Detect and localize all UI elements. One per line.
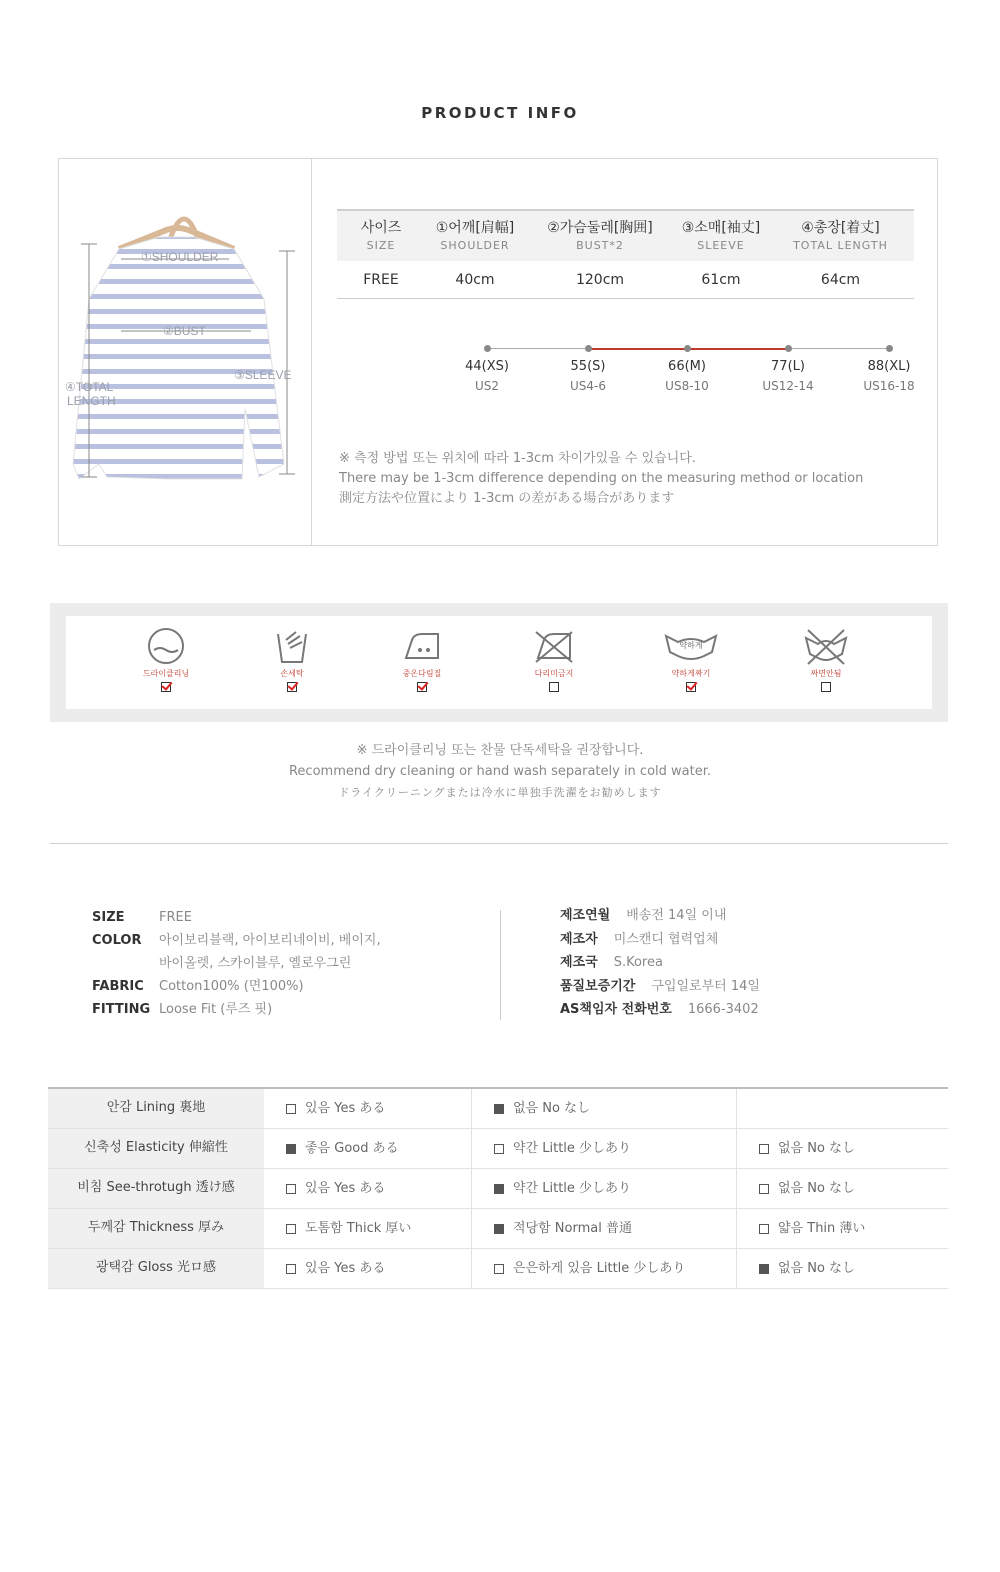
property-option[interactable] (264, 1129, 472, 1168)
measure-note-en: There may be 1-3cm difference depending on the measuring method or location (339, 471, 864, 486)
scale-dot (585, 345, 592, 352)
option-checkbox[interactable] (286, 1144, 296, 1154)
property-label: 안감 Lining 裏地 (48, 1089, 264, 1128)
property-label: 두께감 Thickness 厚み (48, 1209, 264, 1248)
property-row (48, 1249, 948, 1289)
property-option[interactable] (264, 1169, 472, 1208)
shoulder-label: ①SHOULDER (141, 250, 219, 264)
scale-sublabel: US8-10 (665, 379, 709, 393)
care-label: 약하게짜기 (671, 669, 711, 678)
option-checkbox[interactable] (494, 1104, 504, 1114)
option-label: 은은하게 있음 Little 少しあり (513, 1260, 686, 1276)
spec-row-origin: 제조국 S.Korea (560, 955, 663, 970)
measure-note (339, 449, 863, 509)
option-label: 적당함 Normal 普通 (513, 1220, 632, 1236)
property-option[interactable] (737, 1209, 948, 1248)
no-dry-flat-icon (786, 626, 866, 666)
property-option[interactable] (737, 1169, 948, 1208)
scale-dot (886, 345, 893, 352)
option-checkbox[interactable] (494, 1224, 504, 1234)
size-table (337, 209, 914, 299)
option-checkbox[interactable] (494, 1184, 504, 1194)
scale-label: 55(S) (570, 359, 606, 374)
scale-label: 44(XS) (465, 359, 509, 374)
scale-dot (684, 345, 691, 352)
property-row (48, 1129, 948, 1169)
scale-sublabel: US4-6 (570, 379, 606, 393)
care-checkbox[interactable] (287, 682, 297, 692)
size-table-header (337, 209, 914, 261)
header-size: 사이즈 SIZE (360, 220, 402, 252)
option-checkbox[interactable] (286, 1224, 296, 1234)
header-total-length: ④총장[着丈] TOTAL LENGTH (793, 220, 888, 252)
option-label: 있음 Yes ある (305, 1260, 386, 1276)
option-checkbox[interactable] (494, 1144, 504, 1154)
property-option[interactable] (264, 1209, 472, 1248)
panel-divider (311, 159, 312, 545)
option-label: 있음 Yes ある (305, 1100, 386, 1116)
care-checkbox[interactable] (821, 682, 831, 692)
scale-label: 88(XL) (867, 359, 911, 374)
care-panel (50, 603, 948, 722)
care-checkbox[interactable] (549, 682, 559, 692)
care-item (514, 626, 594, 692)
care-item (382, 626, 462, 692)
care-item (651, 626, 731, 692)
scale-label: 66(M) (668, 359, 706, 374)
option-label: 없음 No なし (778, 1260, 856, 1276)
scale-dot (484, 345, 491, 352)
care-label: 짜면안됨 (810, 669, 842, 678)
scale-dot (785, 345, 792, 352)
sleeve-label: ③SLEEVE (234, 368, 292, 382)
care-checkbox[interactable] (417, 682, 427, 692)
scale-sublabel: US12-14 (762, 379, 814, 393)
property-option[interactable] (472, 1129, 737, 1168)
spec-row-made-date: 제조연월 배송전 14일 이내 (560, 908, 727, 923)
cell-shoulder: 40cm (455, 271, 495, 288)
product-spec-left (92, 906, 381, 1021)
care-note-ja: ドライクリーニングまたは冷水に単独手洗濯をお勧めします (338, 786, 662, 799)
care-checkbox[interactable] (161, 682, 171, 692)
dry-clean-icon (126, 626, 206, 666)
property-option[interactable] (472, 1209, 737, 1248)
option-checkbox[interactable] (759, 1144, 769, 1154)
property-option[interactable] (264, 1249, 472, 1288)
svg-text:약하게: 약하게 (679, 641, 703, 650)
size-scale (389, 345, 949, 405)
property-option[interactable] (472, 1169, 737, 1208)
spec-row-warranty: 품질보증기간 구입일로부터 14일 (560, 978, 760, 994)
property-option[interactable] (737, 1249, 948, 1288)
garment-diagram (59, 159, 311, 545)
option-label: 없음 No なし (778, 1140, 856, 1156)
option-checkbox[interactable] (759, 1224, 769, 1234)
no-iron-icon (514, 626, 594, 666)
care-icons (66, 616, 932, 709)
option-checkbox[interactable] (286, 1184, 296, 1194)
bust-label: ②BUST (163, 324, 206, 338)
cell-total-length: 64cm (820, 271, 861, 288)
spec-row-color-cont: 바이올렛, 스카이블루, 옐로우그린 (159, 956, 352, 971)
measure-note-ja: 測定方法や位置により 1-3cm の差がある場合があります (339, 491, 675, 506)
property-option[interactable] (472, 1249, 737, 1288)
fabric-properties-table (48, 1087, 948, 1289)
care-note-ko: ※ 드라이클리닝 또는 찬물 단독세탁을 권장합니다. (356, 743, 644, 758)
spec-row-maker: 제조자 미스캔디 협력업체 (560, 931, 719, 947)
option-label: 얇음 Thin 薄い (778, 1220, 866, 1236)
header-shoulder: ①어깨[肩幅] SHOULDER (435, 220, 515, 252)
spec-divider (500, 910, 501, 1020)
option-label: 있음 Yes ある (305, 1180, 386, 1196)
care-label: 손세탁 (280, 669, 304, 678)
care-note-en: Recommend dry cleaning or hand wash separately in cold water. (288, 764, 711, 779)
size-info-panel (58, 158, 938, 546)
care-note (0, 740, 1000, 803)
cell-size: FREE (363, 271, 399, 288)
scale-sublabel: US2 (474, 379, 500, 393)
spec-row-size: SIZE FREE (92, 910, 192, 925)
total-length-label-2: LENGTH (67, 394, 116, 408)
care-item (252, 626, 332, 692)
option-label: 도톰함 Thick 厚い (305, 1220, 412, 1236)
property-option[interactable] (264, 1089, 472, 1128)
property-label: 광택감 Gloss 光ロ感 (48, 1249, 264, 1288)
property-option (737, 1089, 948, 1128)
section-divider (50, 843, 948, 844)
property-row (48, 1209, 948, 1249)
care-label: 드라이클리닝 (142, 669, 190, 678)
option-label: 좋음 Good ある (305, 1140, 399, 1156)
option-label: 없음 No なし (513, 1100, 591, 1116)
striped-shirt-illustration (59, 159, 311, 545)
iron-medium-icon (382, 626, 462, 666)
measure-note-ko: ※ 측정 방법 또는 위치에 따라 1-3cm 차이가있을 수 있습니다. (339, 451, 696, 466)
hand-wash-icon (252, 626, 332, 666)
product-spec-right (560, 904, 760, 1022)
gentle-wash-icon (651, 626, 731, 666)
table-row (337, 261, 914, 299)
spec-row-as-phone: AS책임자 전화번호 1666-3402 (560, 1002, 759, 1017)
property-label: 신축성 Elasticity 伸縮性 (48, 1129, 264, 1168)
cell-sleeve: 61cm (701, 271, 741, 288)
spec-row-color: COLOR 아이보리블랙, 아이보리네이비, 베이지, (92, 933, 381, 948)
total-length-label-1: ④TOTAL (65, 380, 114, 394)
cell-bust: 120cm (575, 271, 625, 288)
page-title: PRODUCT INFO (421, 104, 579, 122)
property-row (48, 1089, 948, 1129)
property-option[interactable] (737, 1129, 948, 1168)
spec-row-fabric: FABRIC Cotton100% (면100%) (92, 979, 304, 994)
scale-label: 77(L) (771, 359, 805, 374)
care-label: 중온다림질 (402, 669, 442, 678)
option-label: 약간 Little 少しあり (513, 1180, 632, 1196)
option-checkbox[interactable] (494, 1264, 504, 1274)
scale-sublabel: US16-18 (863, 379, 915, 393)
care-item (786, 626, 866, 692)
option-checkbox[interactable] (759, 1184, 769, 1194)
care-item (126, 626, 206, 692)
property-option[interactable] (472, 1089, 737, 1128)
header-sleeve: ③소매[袖丈] SLEEVE (681, 220, 761, 252)
option-label: 없음 No なし (778, 1180, 856, 1196)
care-checkbox[interactable] (686, 682, 696, 692)
property-row (48, 1169, 948, 1209)
option-checkbox[interactable] (286, 1104, 296, 1114)
header-bust: ②가슴둘레[胸囲] BUST*2 (547, 220, 653, 252)
option-checkbox[interactable] (286, 1264, 296, 1274)
option-checkbox[interactable] (759, 1264, 769, 1274)
option-label: 약간 Little 少しあり (513, 1140, 632, 1156)
spec-row-fitting: FITTING Loose Fit (루즈 핏) (92, 1002, 273, 1017)
property-label: 비침 See-throtugh 透け感 (48, 1169, 264, 1208)
care-label: 다리미금지 (534, 669, 574, 678)
